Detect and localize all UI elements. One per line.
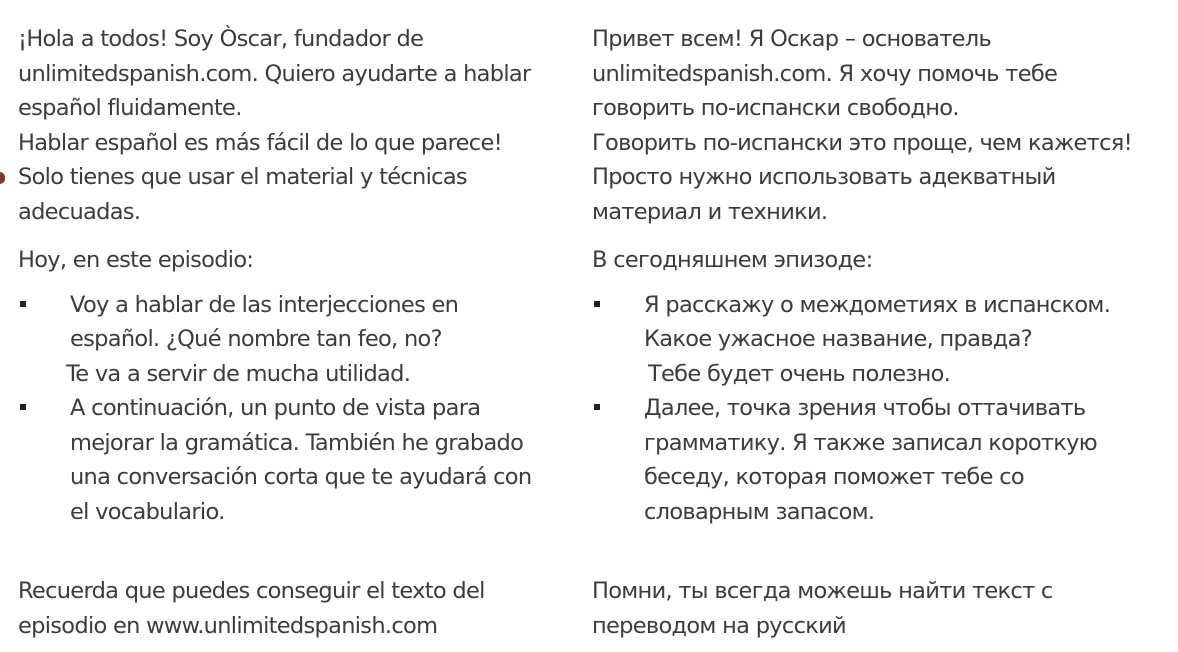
text-line: episodio en www.unlimitedspanish.com xyxy=(18,612,438,639)
bullet-square-icon xyxy=(594,301,600,307)
text-line: Какое ужасное название, правда? xyxy=(644,326,1032,352)
text-line: Помни, ты всегда можешь найти текст с xyxy=(592,578,1053,604)
spanish-heading: Hoy, en este episodio: xyxy=(18,247,254,273)
text-line: Тебе будет очень полезно. xyxy=(648,360,951,387)
text-line: adecuadas. xyxy=(18,198,141,225)
text-line: беседу, которая поможет тебе со xyxy=(644,464,1024,490)
text-line: Solo tienes que usar el material y técnicas xyxy=(18,164,467,190)
russian-column xyxy=(592,22,1172,643)
text-line: Говорить по-испански это проще, чем кажется! xyxy=(592,129,1132,156)
russian-closing xyxy=(592,574,1172,643)
bullet-square-icon xyxy=(594,404,600,410)
text-line: A continuación, un punto de vista para xyxy=(70,395,481,421)
text-line: Hablar español es más fácil de lo que parece! xyxy=(18,129,502,156)
bullet-square-icon xyxy=(20,301,26,307)
text-line: словарным запасом. xyxy=(644,498,875,525)
text-line: unlimitedspanish.com. Quiero ayudarte a hablar xyxy=(18,60,531,87)
text-line: mejorar la gramática. También he grabado xyxy=(70,429,524,456)
text-line: Te va a servir de mucha utilidad. xyxy=(66,360,411,387)
list-item xyxy=(592,288,1172,392)
text-line: Voy a hablar de las interjecciones en xyxy=(70,291,459,318)
russian-bullet-list xyxy=(592,288,1172,530)
list-item xyxy=(18,288,593,392)
text-line: Просто нужно использовать адекватный xyxy=(592,164,1056,190)
text-line: грамматику. Я также записал короткую xyxy=(644,429,1098,456)
text-line: Я расскажу о междометиях в испанском. xyxy=(644,291,1111,318)
edge-marker xyxy=(0,172,5,184)
text-line: Привет всем! Я Оскар – основатель xyxy=(592,26,992,52)
list-item xyxy=(592,391,1172,529)
text-line: материал и техники. xyxy=(592,198,828,225)
list-item xyxy=(18,391,593,529)
text-line: переводом на русский xyxy=(592,612,846,639)
russian-intro xyxy=(592,22,1172,229)
spanish-closing xyxy=(18,574,593,643)
text-line: una conversación corta que te ayudará con xyxy=(70,464,532,490)
text-line: español. ¿Qué nombre tan feo, no? xyxy=(70,326,442,352)
spanish-bullet-list xyxy=(18,288,593,530)
bullet-square-icon xyxy=(20,404,26,410)
text-line: Далее, точка зрения чтобы оттачивать xyxy=(644,395,1086,421)
text-line: unlimitedspanish.com. Я хочу помочь тебе xyxy=(592,60,1058,87)
russian-heading: В сегодняшнем эпизоде: xyxy=(592,247,873,273)
text-line: ¡Hola a todos! Soy Òscar, fundador de xyxy=(18,26,424,52)
spanish-intro xyxy=(18,22,593,229)
text-line: el vocabulario. xyxy=(70,498,225,525)
spanish-column xyxy=(18,22,593,643)
text-line: говорить по-испански свободно. xyxy=(592,95,959,121)
text-line: Recuerda que puedes conseguir el texto del xyxy=(18,578,485,604)
text-line: español fluidamente. xyxy=(18,95,242,121)
